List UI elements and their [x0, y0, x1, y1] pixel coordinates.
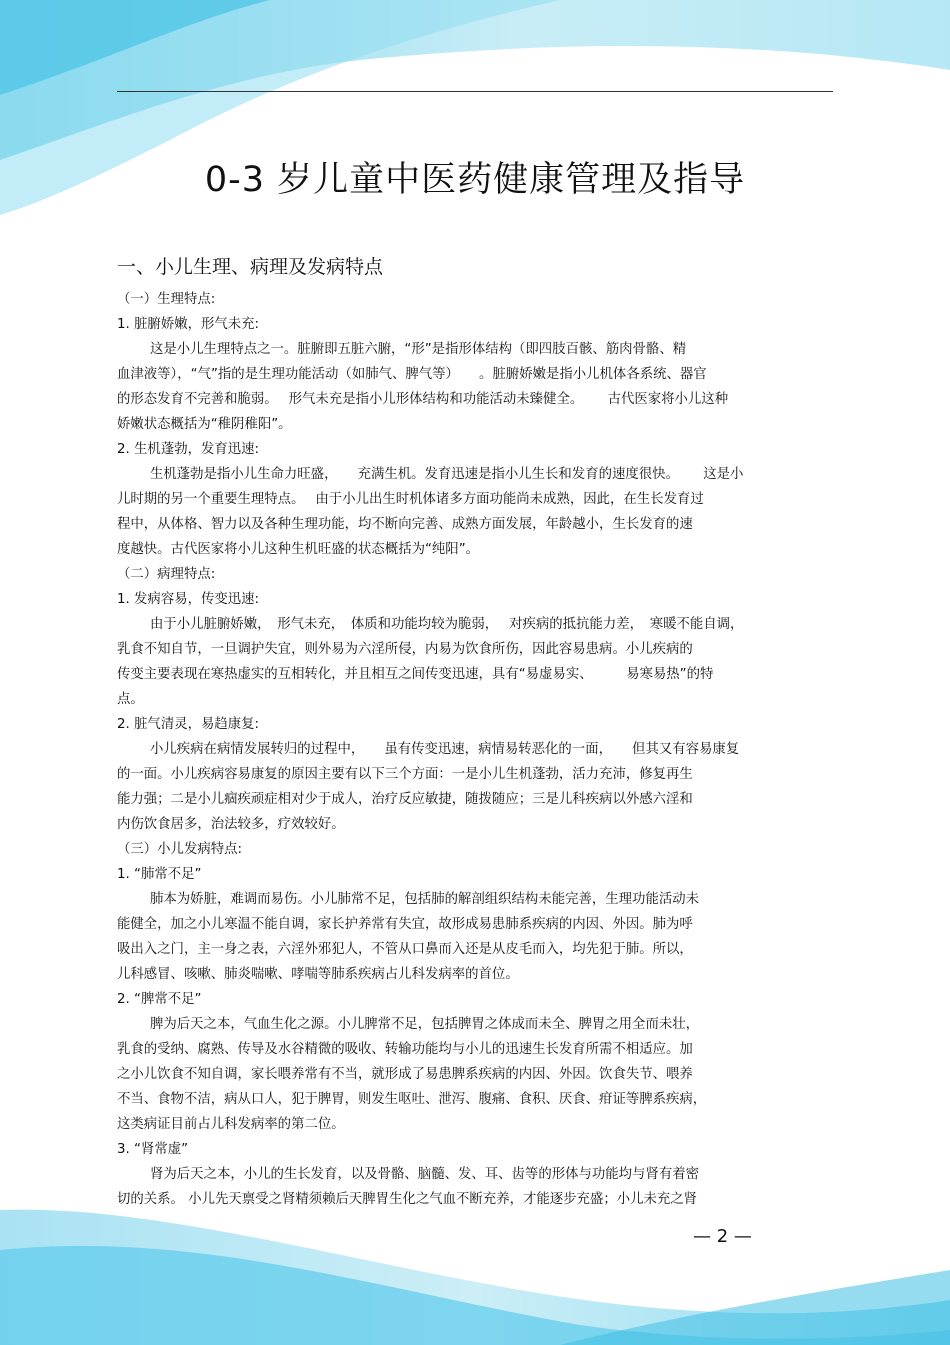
text-line: 能力强；二是小儿痼疾顽症相对少于成人，治疗反应敏捷，随拨随应；三是儿科疾病以外感六淫和: [117, 792, 693, 807]
document-title: 0-3 岁儿童中医药健康管理及指导: [204, 160, 746, 200]
text-line: 2. 生机蓬勃，发育迅速:: [117, 442, 260, 457]
text-line: 小儿疾病在病情发展转归的过程中， 虽有传变迅速，病情易转恶化的一面， 但其又有容易康复: [150, 742, 740, 757]
text-line: 2. “脾常不足”: [117, 992, 202, 1007]
text-line: 点。: [117, 692, 144, 707]
text-line: 这是小儿生理特点之一。脏腑即五脏六腑，“形”是指形体结构（即四肢百骸、筋肉骨骼、精: [150, 342, 687, 357]
text-line: 由于小儿脏腑娇嫩， 形气未充， 体质和功能均较为脆弱， 对疾病的抵抗能力差， 寒暖不能自调，: [150, 617, 744, 632]
text-line: 血津液等），“气”指的是生理功能活动（如肺气、脾气等） 。脏腑娇嫩是指小儿机体各系统、器官: [117, 367, 707, 382]
text-line: 肾为后天之本，小儿的生长发育，以及骨骼、脑髓、发、耳、齿等的形体与功能均与肾有着密: [150, 1167, 700, 1182]
section-heading: 一、小儿生理、病理及发病特点: [117, 256, 384, 278]
text-line: 1. 脏腑娇嫩，形气未充:: [117, 317, 260, 332]
text-line: 内伤饮食居多，治法较多，疗效较好。: [117, 817, 345, 832]
text-line: 脾为后天之本，气血生化之源。小儿脾常不足，包括脾胃之体成而未全、脾胃之用全而未壮，: [150, 1017, 700, 1032]
text-line: 3. “肾常虚”: [117, 1142, 189, 1157]
text-line: 能健全，加之小儿寒温不能自调，家长护养常有失宜，故形成易患肺系疾病的内因、外因。肺为呼: [117, 917, 693, 932]
text-line: 吸出入之门，主一身之表，六淫外邪犯人，不管从口鼻而入还是从皮毛而入，均先犯于肺。所以，: [117, 942, 693, 957]
text-line: 传变主要表现在寒热虚实的互相转化，并且相互之间传变迅速，具有“易虚易实、 易寒易热”的特: [117, 667, 714, 682]
text-line: 1. “肺常不足”: [117, 867, 202, 882]
text-line: （二）病理特点:: [117, 567, 216, 582]
header-rule: [117, 91, 833, 92]
body-text: [117, 287, 833, 1212]
text-line: 程中，从体格、智力以及各种生理功能，均不断向完善、成熟方面发展，年龄越小，生长发育的速: [117, 517, 693, 532]
text-line: 切的关系。 小儿先天禀受之肾精须赖后天脾胃生化之气血不断充养，才能逐步充盛；小儿未充之肾: [117, 1192, 698, 1207]
text-line: 肺本为娇脏，难调而易伤。小儿肺常不足，包括肺的解剖组织结构未能完善，生理功能活动未: [150, 892, 700, 907]
text-line: 之小儿饮食不知自调，家长喂养常有不当，就形成了易患脾系疾病的内因、外因。饮食失节、喂养: [117, 1067, 693, 1082]
text-line: 2. 脏气清灵，易趋康复:: [117, 717, 260, 732]
text-line: 的一面。小儿疾病容易康复的原因主要有以下三个方面：一是小儿生机蓬勃，活力充沛，修复再生: [117, 767, 693, 782]
text-line: （三）小儿发病特点:: [117, 842, 243, 857]
page-number: — 2 —: [693, 1226, 752, 1247]
text-line: （一）生理特点:: [117, 292, 216, 307]
text-line: 儿时期的另一个重要生理特点。 由于小儿出生时机体诸多方面功能尚未成熟，因此，在生长发育过: [117, 492, 704, 507]
text-line: 度越快。古代医家将小儿这种生机旺盛的状态概括为“纯阳”。: [117, 542, 480, 557]
text-line: 这类病证目前占儿科发病率的第二位。: [117, 1117, 345, 1132]
text-line: 1. 发病容易，传变迅速:: [117, 592, 260, 607]
text-line: 儿科感冒、咳嗽、肺炎喘嗽、哮喘等肺系疾病占儿科发病率的首位。: [117, 967, 519, 982]
text-line: 的形态发育不完善和脆弱。 形气未充是指小儿形体结构和功能活动未臻健全。 古代医家将小儿这种: [117, 392, 729, 407]
text-line: 乳食不知自节，一旦调护失宜，则外易为六淫所侵，内易为饮食所伤，因此容易患病。小儿疾病的: [117, 642, 693, 657]
text-line: 生机蓬勃是指小儿生命力旺盛， 充满生机。发育迅速是指小儿生长和发育的速度很快。 这是小: [150, 467, 744, 482]
text-line: 娇嫩状态概括为“稚阴稚阳”。: [117, 417, 292, 432]
text-line: 不当、食物不洁，病从口人，犯于脾胃，则发生呕吐、泄泻、腹痛、食积、厌食、疳证等脾系疾病，: [117, 1092, 707, 1107]
text-line: 乳食的受纳、腐熟、传导及水谷精微的吸收、转输功能均与小儿的迅速生长发育所需不相适应。加: [117, 1042, 693, 1057]
